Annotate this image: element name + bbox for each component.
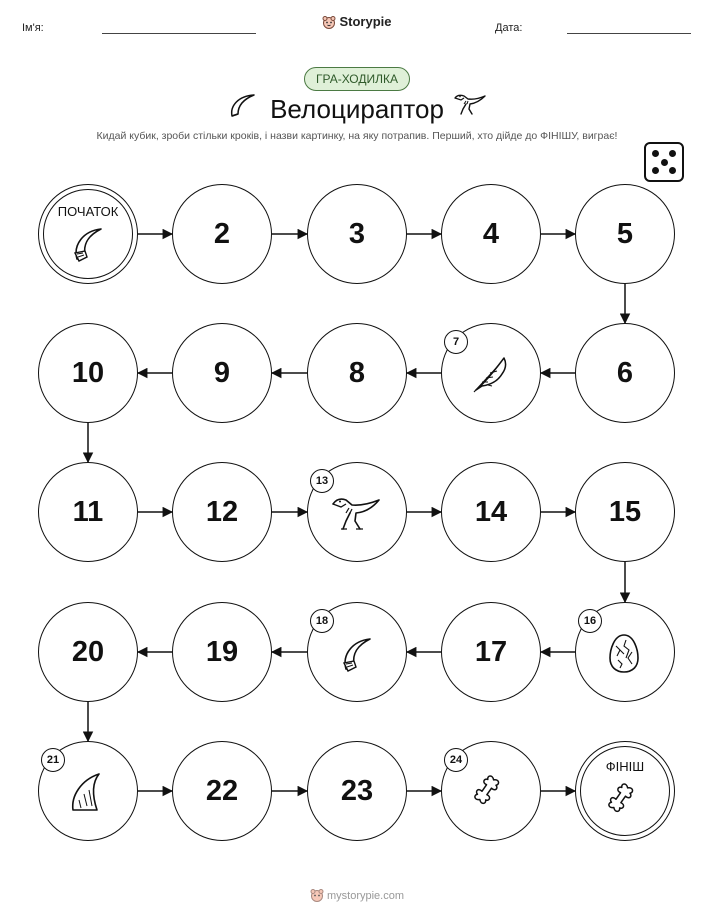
board-cell-16 (575, 602, 675, 702)
cell-number: 23 (340, 774, 374, 807)
board-cell-4 (441, 184, 541, 284)
cell-number: 6 (616, 356, 634, 389)
brand-name: Storypie (339, 14, 392, 29)
board-cell-14 (441, 462, 541, 562)
board-cell-20 (38, 602, 138, 702)
bone-icon (470, 770, 510, 819)
board-cell-10 (38, 323, 138, 423)
claw-icon (336, 633, 376, 678)
cell-number: 20 (71, 635, 105, 668)
instructions: Кидай кубик, зроби стільки кроків, і назви картинку, на яку потрапив. Перший, хто дійде до ФІНІШУ, виграє! (96, 130, 618, 142)
cell-number: 14 (474, 495, 508, 528)
cell-number: 9 (213, 356, 231, 389)
cell-number: 15 (608, 495, 642, 528)
cell-number: 4 (482, 217, 500, 250)
game-type-badge: ГРА-ХОДИЛКА (304, 67, 410, 91)
cell-number: 22 (205, 774, 239, 807)
egg-icon (606, 632, 642, 679)
cell-number: 5 (616, 217, 634, 250)
claw-icon (67, 223, 107, 268)
cell-number-badge: 21 (41, 748, 65, 772)
cell-number: 12 (205, 495, 239, 528)
finish-cell (575, 741, 675, 841)
name-label: Ім'я: (22, 22, 44, 34)
cell-number: 3 (348, 217, 366, 250)
start-cell (38, 184, 138, 284)
page-title: Велоцираптор (270, 94, 444, 124)
board-cell-21 (38, 741, 138, 841)
cell-number: 19 (205, 635, 239, 668)
board-cell-19 (172, 602, 272, 702)
cell-number-badge: 24 (444, 748, 468, 772)
cell-number: 8 (348, 356, 366, 389)
board-cell-9 (172, 323, 272, 423)
board-cell-12 (172, 462, 272, 562)
board-cell-11 (38, 462, 138, 562)
board-cell-2 (172, 184, 272, 284)
board-cell-5 (575, 184, 675, 284)
cell-number-badge: 16 (578, 609, 602, 633)
board-cell-17 (441, 602, 541, 702)
board-cell-24 (441, 741, 541, 841)
storypie-logo-icon (310, 888, 324, 905)
date-label: Дата: (495, 22, 523, 34)
board-cell-3 (307, 184, 407, 284)
cell-number: 2 (213, 217, 231, 250)
board-cell-7 (441, 323, 541, 423)
board-cell-15 (575, 462, 675, 562)
cell-number-badge: 13 (310, 469, 334, 493)
cell-number-badge: 18 (310, 609, 334, 633)
cell-number: 11 (72, 495, 104, 528)
board-cell-6 (575, 323, 675, 423)
velociraptor-icon (329, 492, 383, 539)
board-cell-18 (307, 602, 407, 702)
tooth-icon (67, 770, 107, 819)
footer (0, 888, 714, 905)
bone-icon (604, 778, 644, 827)
board-cell-23 (307, 741, 407, 841)
board-cell-13 (307, 462, 407, 562)
feather-icon (468, 352, 512, 401)
cell-number: 10 (71, 356, 105, 389)
start-label: ПОЧАТОК (57, 204, 119, 219)
footer-url: mystorypie.com (326, 890, 405, 902)
cell-number-badge: 7 (444, 330, 468, 354)
board-cell-22 (172, 741, 272, 841)
finish-label: ФІНІШ (605, 759, 645, 774)
cell-number: 17 (474, 635, 508, 668)
board-cell-8 (307, 323, 407, 423)
